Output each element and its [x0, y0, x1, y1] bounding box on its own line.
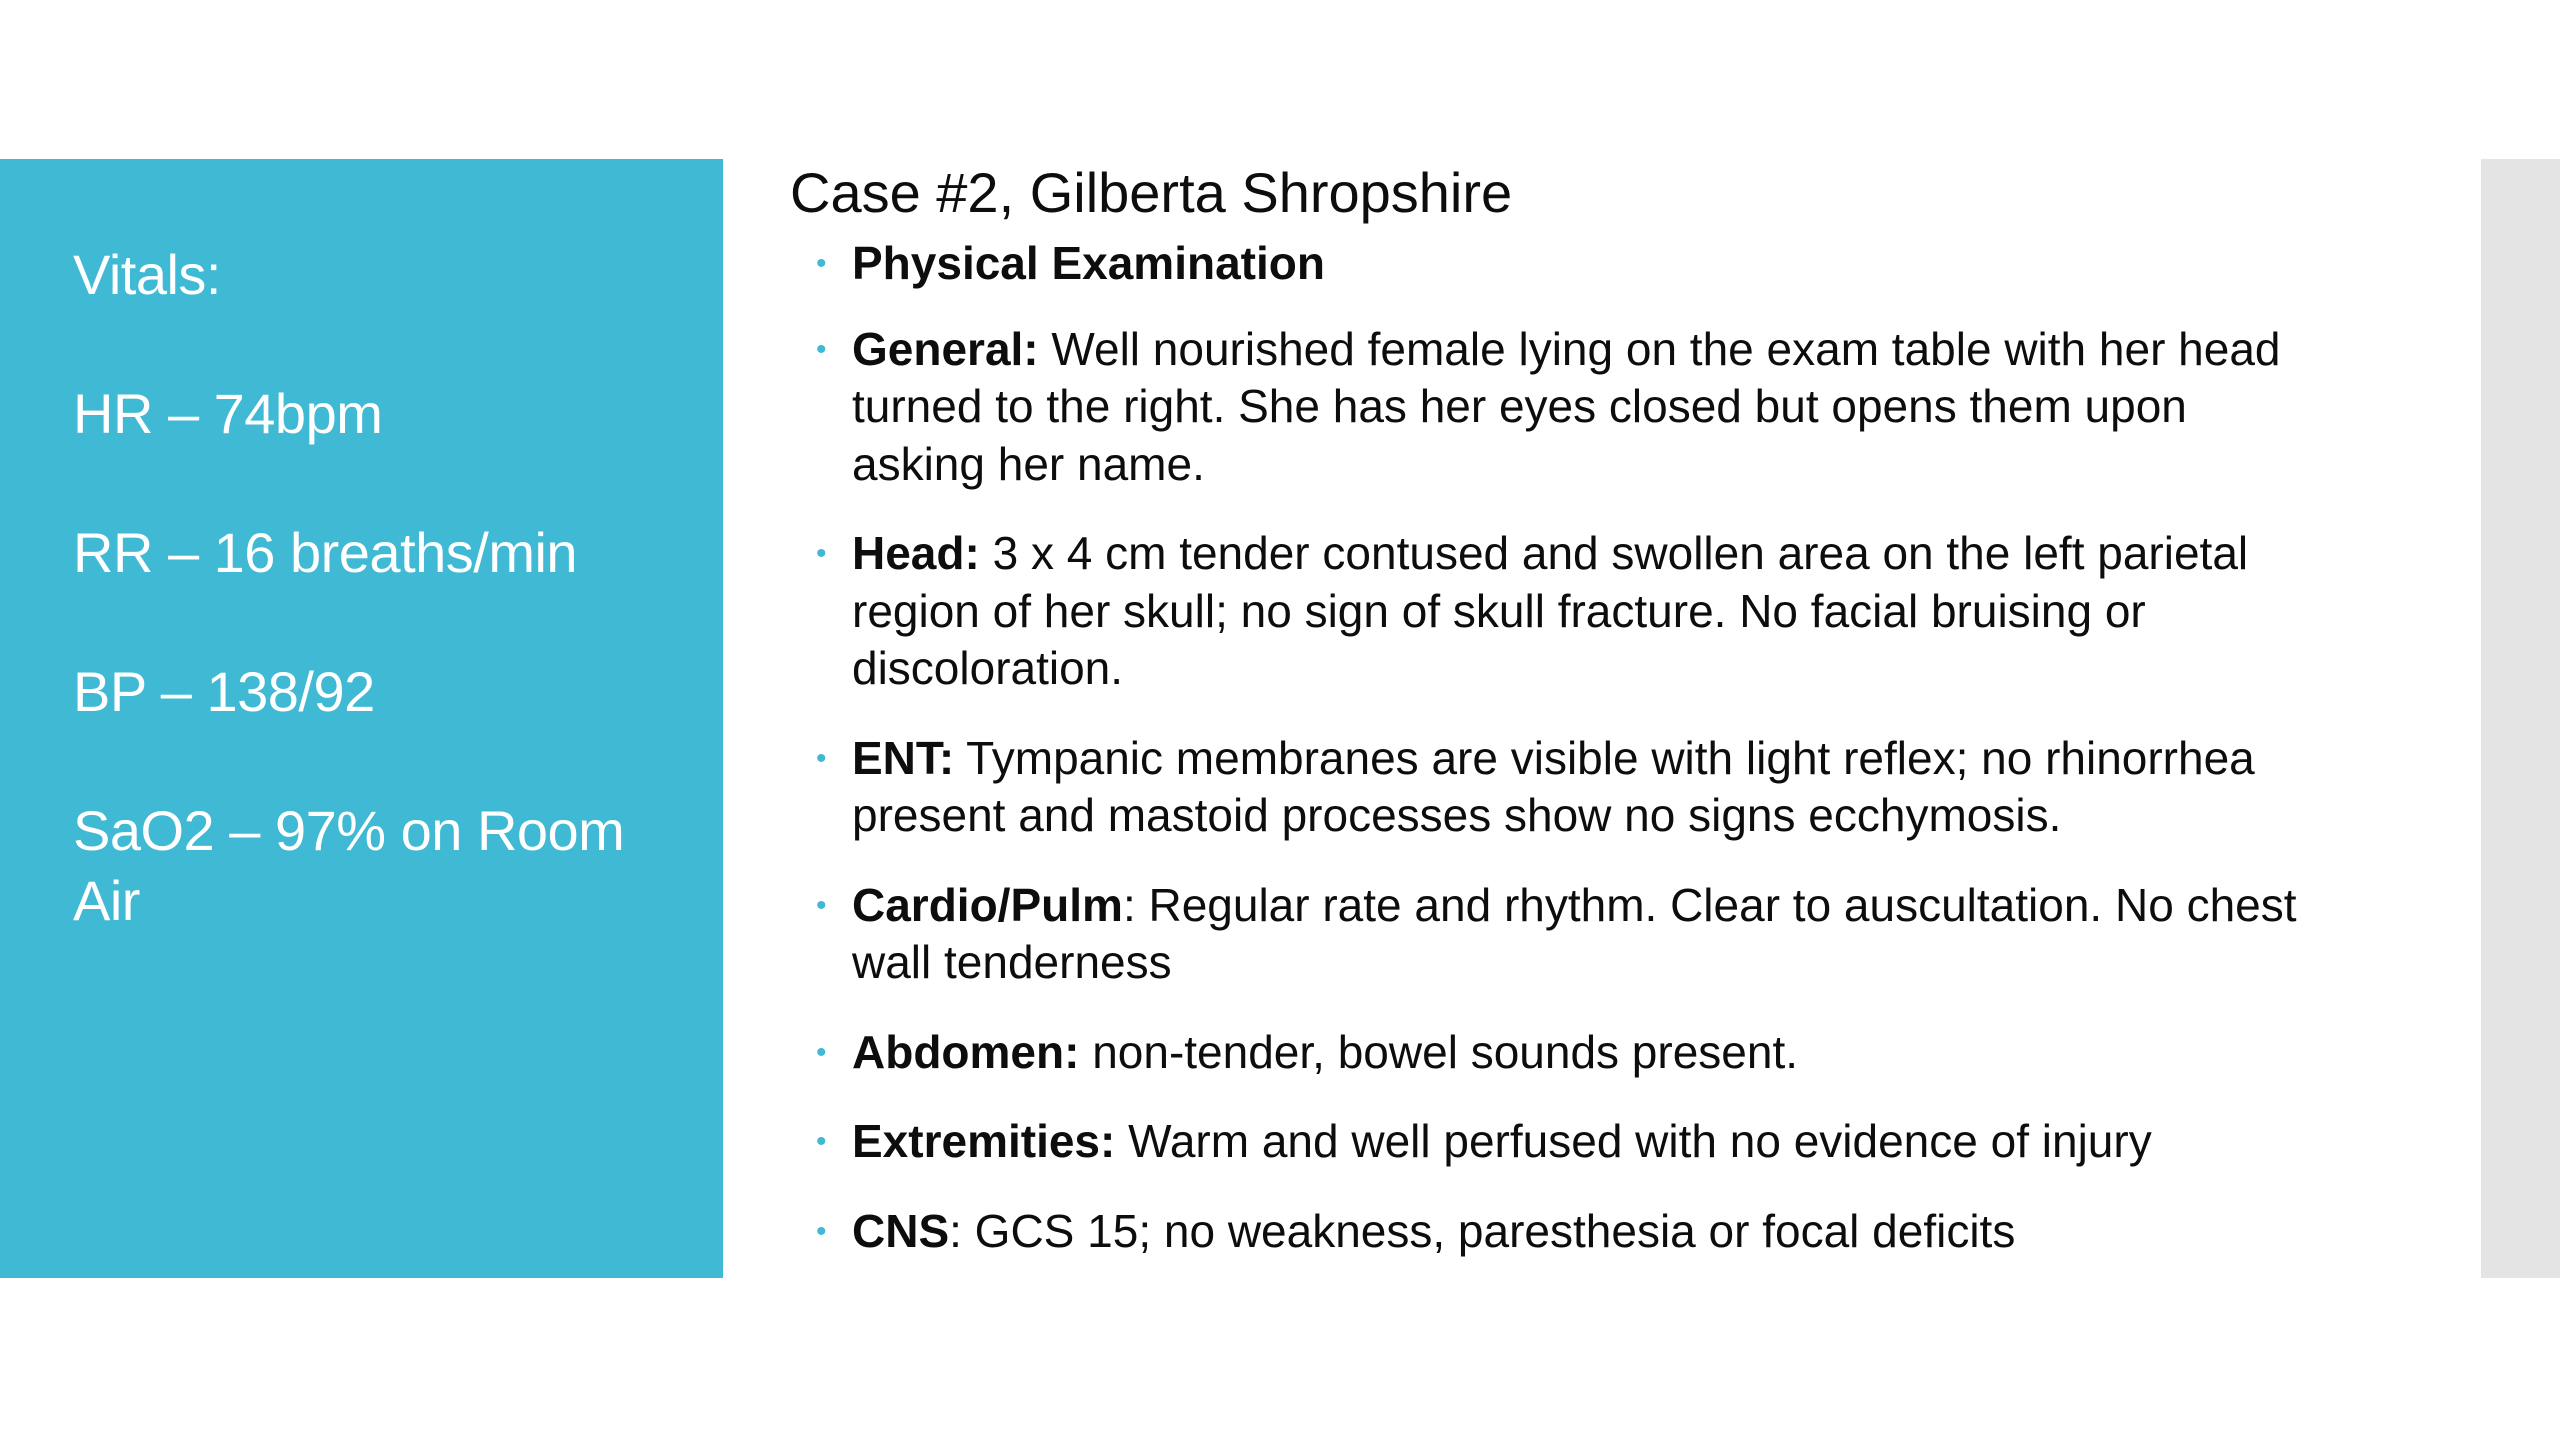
- bullet-icon: •: [816, 1214, 827, 1248]
- bullet-icon: •: [816, 332, 827, 366]
- exam-item-cardio-pulm: [812, 877, 2312, 992]
- exam-label: General:: [852, 322, 1039, 375]
- exam-text: non-tender, bowel sounds present.: [1079, 1025, 1799, 1078]
- exam-text: 3 x 4 cm tender contused and swollen area on the left parietal region of her skull; no sign of skull fracture. No facial bruising or discoloration.: [852, 527, 2249, 694]
- exam-text: Well nourished female lying on the exam table with her head turned to the right. She has her eyes closed but opens them upon asking her name.: [852, 322, 2281, 490]
- exam-text: Warm and well perfused with no evidence of injury: [1115, 1115, 2152, 1167]
- bullet-icon: •: [816, 1035, 827, 1069]
- exam-item-ent: [812, 730, 2312, 845]
- case-title: Case #2, Gilberta Shropshire: [790, 161, 1513, 224]
- exam-item-abdomen: [812, 1024, 2312, 1082]
- vitals-heart-rate: HR – 74bpm: [73, 382, 383, 445]
- bullet-icon: •: [816, 1125, 827, 1158]
- vitals-respiratory-rate: RR – 16 breaths/min: [73, 521, 578, 584]
- exam-item-extremities: [812, 1113, 2312, 1171]
- bullet-icon: •: [816, 741, 827, 775]
- exam-item-cns: [812, 1203, 2312, 1261]
- exam-text: : Regular rate and rhythm. Clear to auscultation. No chest wall tenderness: [852, 878, 2297, 988]
- exam-heading-item: [812, 235, 2312, 293]
- exam-text: : GCS 15; no weakness, paresthesia or focal deficits: [949, 1204, 2016, 1257]
- bullet-icon: •: [816, 537, 827, 570]
- vitals-blood-pressure: BP – 138/92: [73, 660, 375, 723]
- exam-text: Tympanic membranes are visible with light reflex; no rhinorrhea present and mastoid processes show no signs ecchymosis.: [852, 731, 2255, 841]
- vitals-heading: Vitals:: [73, 243, 221, 306]
- exam-label: Head:: [852, 527, 980, 579]
- exam-item-general: [812, 321, 2312, 494]
- vitals-oxygen-saturation: SaO2 – 97% on Room Air: [73, 799, 625, 932]
- exam-label: Abdomen:: [852, 1025, 1080, 1078]
- exam-item-head: [812, 525, 2312, 698]
- bullet-icon: •: [816, 888, 827, 922]
- bullet-icon: •: [816, 247, 827, 280]
- exam-label: ENT:: [852, 731, 955, 784]
- exam-label: Extremities:: [852, 1115, 1116, 1167]
- exam-label: Cardio/Pulm: [852, 878, 1123, 931]
- physical-exam-list: [812, 235, 2312, 1292]
- exam-label: CNS: [852, 1204, 950, 1257]
- exam-heading: Physical Examination: [852, 237, 1325, 289]
- vitals-list: [73, 240, 673, 1005]
- decorative-side-strip: [2481, 159, 2560, 1278]
